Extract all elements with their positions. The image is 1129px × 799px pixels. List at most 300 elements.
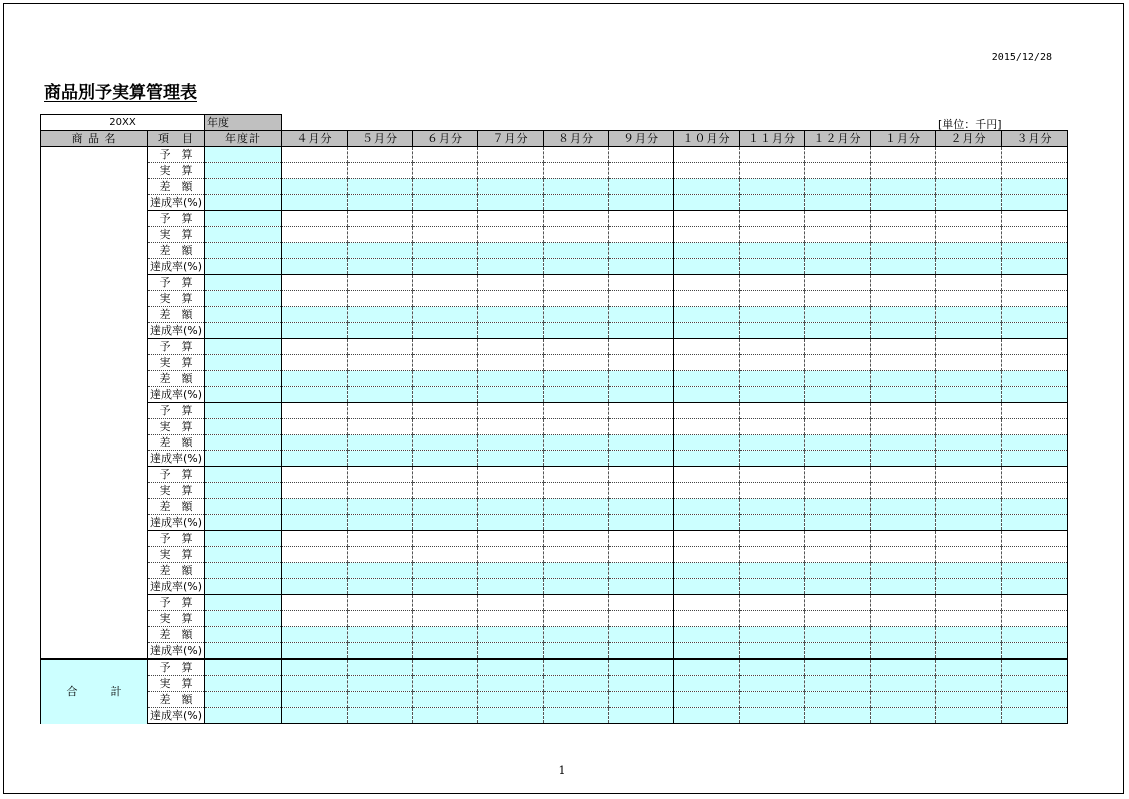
month-cell[interactable] (936, 307, 1002, 323)
month-cell[interactable] (609, 259, 674, 275)
month-cell[interactable] (1002, 403, 1068, 419)
month-cell[interactable] (1002, 355, 1068, 371)
month-cell[interactable] (609, 547, 674, 563)
month-cell[interactable] (413, 643, 478, 660)
month-cell[interactable] (936, 595, 1002, 611)
month-cell[interactable] (282, 371, 348, 387)
month-cell[interactable] (282, 483, 348, 499)
month-cell[interactable] (936, 227, 1002, 243)
month-cell[interactable] (413, 291, 478, 307)
annual-total-cell[interactable] (205, 579, 282, 595)
month-cell[interactable] (936, 676, 1002, 692)
month-cell[interactable] (348, 323, 413, 339)
month-cell[interactable] (674, 339, 740, 355)
month-cell[interactable] (871, 579, 936, 595)
annual-total-cell[interactable] (205, 451, 282, 467)
month-cell[interactable] (1002, 531, 1068, 547)
month-cell[interactable] (805, 355, 871, 371)
month-cell[interactable] (936, 659, 1002, 676)
month-cell[interactable] (478, 419, 544, 435)
month-cell[interactable] (1002, 147, 1068, 163)
month-cell[interactable] (740, 211, 805, 227)
month-cell[interactable] (348, 275, 413, 291)
annual-total-cell[interactable] (205, 515, 282, 531)
month-cell[interactable] (674, 291, 740, 307)
month-cell[interactable] (609, 339, 674, 355)
month-cell[interactable] (544, 259, 609, 275)
month-cell[interactable] (1002, 563, 1068, 579)
month-cell[interactable] (544, 692, 609, 708)
month-cell[interactable] (674, 163, 740, 179)
month-cell[interactable] (478, 307, 544, 323)
month-cell[interactable] (674, 243, 740, 259)
month-cell[interactable] (544, 163, 609, 179)
month-cell[interactable] (282, 195, 348, 211)
month-cell[interactable] (740, 467, 805, 483)
month-cell[interactable] (282, 708, 348, 724)
month-cell[interactable] (413, 515, 478, 531)
month-cell[interactable] (936, 243, 1002, 259)
month-cell[interactable] (282, 547, 348, 563)
month-cell[interactable] (1002, 451, 1068, 467)
annual-total-cell[interactable] (205, 467, 282, 483)
month-cell[interactable] (609, 595, 674, 611)
month-cell[interactable] (1002, 435, 1068, 451)
month-cell[interactable] (348, 643, 413, 660)
month-cell[interactable] (871, 147, 936, 163)
month-cell[interactable] (348, 659, 413, 676)
annual-total-cell[interactable] (205, 355, 282, 371)
month-cell[interactable] (413, 387, 478, 403)
month-cell[interactable] (805, 211, 871, 227)
month-cell[interactable] (674, 323, 740, 339)
month-cell[interactable] (478, 515, 544, 531)
month-cell[interactable] (348, 211, 413, 227)
annual-total-cell[interactable] (205, 147, 282, 163)
product-name-cell[interactable] (41, 467, 148, 531)
month-cell[interactable] (871, 307, 936, 323)
month-cell[interactable] (478, 659, 544, 676)
month-cell[interactable] (544, 579, 609, 595)
month-cell[interactable] (674, 435, 740, 451)
month-cell[interactable] (413, 467, 478, 483)
month-cell[interactable] (478, 339, 544, 355)
month-cell[interactable] (609, 708, 674, 724)
month-cell[interactable] (282, 451, 348, 467)
month-cell[interactable] (478, 259, 544, 275)
month-cell[interactable] (609, 451, 674, 467)
month-cell[interactable] (674, 195, 740, 211)
month-cell[interactable] (674, 179, 740, 195)
month-cell[interactable] (544, 291, 609, 307)
month-cell[interactable] (282, 643, 348, 660)
month-cell[interactable] (871, 291, 936, 307)
annual-total-cell[interactable] (205, 323, 282, 339)
month-cell[interactable] (740, 451, 805, 467)
annual-total-cell[interactable] (205, 179, 282, 195)
month-cell[interactable] (1002, 499, 1068, 515)
month-cell[interactable] (674, 419, 740, 435)
annual-total-cell[interactable] (205, 563, 282, 579)
month-cell[interactable] (740, 435, 805, 451)
month-cell[interactable] (609, 275, 674, 291)
month-cell[interactable] (871, 227, 936, 243)
product-name-cell[interactable] (41, 147, 148, 211)
month-cell[interactable] (478, 227, 544, 243)
month-cell[interactable] (1002, 387, 1068, 403)
month-cell[interactable] (936, 579, 1002, 595)
month-cell[interactable] (348, 467, 413, 483)
month-cell[interactable] (1002, 579, 1068, 595)
month-cell[interactable] (805, 339, 871, 355)
month-cell[interactable] (413, 163, 478, 179)
month-cell[interactable] (871, 339, 936, 355)
month-cell[interactable] (871, 243, 936, 259)
month-cell[interactable] (544, 227, 609, 243)
month-cell[interactable] (936, 195, 1002, 211)
month-cell[interactable] (478, 531, 544, 547)
month-cell[interactable] (674, 627, 740, 643)
month-cell[interactable] (936, 259, 1002, 275)
month-cell[interactable] (282, 163, 348, 179)
month-cell[interactable] (478, 323, 544, 339)
month-cell[interactable] (348, 387, 413, 403)
month-cell[interactable] (740, 259, 805, 275)
month-cell[interactable] (674, 611, 740, 627)
month-cell[interactable] (413, 355, 478, 371)
month-cell[interactable] (478, 547, 544, 563)
month-cell[interactable] (805, 371, 871, 387)
month-cell[interactable] (871, 515, 936, 531)
month-cell[interactable] (609, 611, 674, 627)
month-cell[interactable] (1002, 547, 1068, 563)
month-cell[interactable] (674, 371, 740, 387)
month-cell[interactable] (1002, 323, 1068, 339)
month-cell[interactable] (544, 307, 609, 323)
month-cell[interactable] (674, 483, 740, 499)
month-cell[interactable] (740, 547, 805, 563)
month-cell[interactable] (1002, 259, 1068, 275)
annual-total-cell[interactable] (205, 211, 282, 227)
month-cell[interactable] (805, 547, 871, 563)
month-cell[interactable] (609, 692, 674, 708)
month-cell[interactable] (478, 676, 544, 692)
month-cell[interactable] (1002, 643, 1068, 660)
month-cell[interactable] (1002, 371, 1068, 387)
month-cell[interactable] (674, 211, 740, 227)
month-cell[interactable] (478, 563, 544, 579)
month-cell[interactable] (609, 355, 674, 371)
month-cell[interactable] (544, 371, 609, 387)
month-cell[interactable] (936, 563, 1002, 579)
month-cell[interactable] (282, 419, 348, 435)
month-cell[interactable] (674, 355, 740, 371)
month-cell[interactable] (805, 307, 871, 323)
month-cell[interactable] (1002, 692, 1068, 708)
month-cell[interactable] (805, 531, 871, 547)
month-cell[interactable] (871, 595, 936, 611)
month-cell[interactable] (805, 403, 871, 419)
month-cell[interactable] (282, 627, 348, 643)
month-cell[interactable] (740, 611, 805, 627)
month-cell[interactable] (609, 403, 674, 419)
month-cell[interactable] (478, 595, 544, 611)
month-cell[interactable] (282, 692, 348, 708)
month-cell[interactable] (478, 243, 544, 259)
month-cell[interactable] (478, 211, 544, 227)
month-cell[interactable] (413, 595, 478, 611)
month-cell[interactable] (282, 531, 348, 547)
month-cell[interactable] (805, 179, 871, 195)
month-cell[interactable] (348, 307, 413, 323)
month-cell[interactable] (740, 708, 805, 724)
month-cell[interactable] (740, 179, 805, 195)
month-cell[interactable] (740, 515, 805, 531)
month-cell[interactable] (936, 547, 1002, 563)
month-cell[interactable] (282, 387, 348, 403)
product-name-cell[interactable] (41, 403, 148, 467)
month-cell[interactable] (348, 163, 413, 179)
month-cell[interactable] (805, 451, 871, 467)
month-cell[interactable] (282, 339, 348, 355)
month-cell[interactable] (936, 708, 1002, 724)
month-cell[interactable] (609, 435, 674, 451)
month-cell[interactable] (282, 563, 348, 579)
annual-total-cell[interactable] (205, 531, 282, 547)
month-cell[interactable] (413, 692, 478, 708)
month-cell[interactable] (871, 435, 936, 451)
month-cell[interactable] (805, 483, 871, 499)
annual-total-cell[interactable] (205, 611, 282, 627)
month-cell[interactable] (609, 563, 674, 579)
month-cell[interactable] (413, 403, 478, 419)
annual-total-cell[interactable] (205, 275, 282, 291)
month-cell[interactable] (674, 307, 740, 323)
month-cell[interactable] (478, 355, 544, 371)
month-cell[interactable] (478, 692, 544, 708)
month-cell[interactable] (740, 243, 805, 259)
month-cell[interactable] (544, 243, 609, 259)
month-cell[interactable] (282, 355, 348, 371)
month-cell[interactable] (674, 467, 740, 483)
month-cell[interactable] (871, 611, 936, 627)
month-cell[interactable] (674, 708, 740, 724)
annual-total-cell[interactable] (205, 163, 282, 179)
month-cell[interactable] (740, 147, 805, 163)
annual-total-cell[interactable] (205, 692, 282, 708)
month-cell[interactable] (936, 499, 1002, 515)
month-cell[interactable] (936, 211, 1002, 227)
month-cell[interactable] (413, 227, 478, 243)
month-cell[interactable] (1002, 627, 1068, 643)
month-cell[interactable] (674, 563, 740, 579)
month-cell[interactable] (674, 147, 740, 163)
month-cell[interactable] (282, 227, 348, 243)
month-cell[interactable] (348, 451, 413, 467)
month-cell[interactable] (740, 595, 805, 611)
month-cell[interactable] (805, 435, 871, 451)
month-cell[interactable] (413, 179, 478, 195)
month-cell[interactable] (478, 643, 544, 660)
month-cell[interactable] (871, 323, 936, 339)
month-cell[interactable] (936, 147, 1002, 163)
month-cell[interactable] (348, 419, 413, 435)
month-cell[interactable] (544, 435, 609, 451)
month-cell[interactable] (805, 643, 871, 660)
month-cell[interactable] (1002, 659, 1068, 676)
month-cell[interactable] (282, 211, 348, 227)
month-cell[interactable] (348, 708, 413, 724)
month-cell[interactable] (282, 659, 348, 676)
month-cell[interactable] (805, 659, 871, 676)
month-cell[interactable] (1002, 163, 1068, 179)
month-cell[interactable] (413, 611, 478, 627)
annual-total-cell[interactable] (205, 195, 282, 211)
month-cell[interactable] (740, 291, 805, 307)
month-cell[interactable] (1002, 676, 1068, 692)
month-cell[interactable] (674, 595, 740, 611)
month-cell[interactable] (674, 676, 740, 692)
month-cell[interactable] (609, 179, 674, 195)
month-cell[interactable] (1002, 339, 1068, 355)
month-cell[interactable] (740, 692, 805, 708)
month-cell[interactable] (478, 483, 544, 499)
month-cell[interactable] (348, 355, 413, 371)
month-cell[interactable] (936, 419, 1002, 435)
month-cell[interactable] (544, 323, 609, 339)
month-cell[interactable] (936, 515, 1002, 531)
month-cell[interactable] (609, 323, 674, 339)
month-cell[interactable] (805, 291, 871, 307)
product-name-cell[interactable] (41, 275, 148, 339)
month-cell[interactable] (1002, 515, 1068, 531)
month-cell[interactable] (609, 211, 674, 227)
month-cell[interactable] (805, 563, 871, 579)
month-cell[interactable] (740, 339, 805, 355)
month-cell[interactable] (348, 531, 413, 547)
month-cell[interactable] (740, 227, 805, 243)
month-cell[interactable] (478, 291, 544, 307)
month-cell[interactable] (413, 259, 478, 275)
month-cell[interactable] (478, 611, 544, 627)
month-cell[interactable] (544, 595, 609, 611)
month-cell[interactable] (674, 643, 740, 660)
annual-total-cell[interactable] (205, 547, 282, 563)
month-cell[interactable] (871, 387, 936, 403)
month-cell[interactable] (544, 451, 609, 467)
month-cell[interactable] (348, 179, 413, 195)
month-cell[interactable] (805, 467, 871, 483)
month-cell[interactable] (805, 259, 871, 275)
month-cell[interactable] (871, 259, 936, 275)
month-cell[interactable] (609, 387, 674, 403)
month-cell[interactable] (936, 339, 1002, 355)
month-cell[interactable] (936, 275, 1002, 291)
annual-total-cell[interactable] (205, 708, 282, 724)
annual-total-cell[interactable] (205, 403, 282, 419)
month-cell[interactable] (674, 387, 740, 403)
month-cell[interactable] (740, 579, 805, 595)
month-cell[interactable] (805, 611, 871, 627)
annual-total-cell[interactable] (205, 499, 282, 515)
month-cell[interactable] (282, 579, 348, 595)
month-cell[interactable] (871, 371, 936, 387)
month-cell[interactable] (413, 323, 478, 339)
month-cell[interactable] (544, 419, 609, 435)
month-cell[interactable] (544, 403, 609, 419)
month-cell[interactable] (740, 419, 805, 435)
month-cell[interactable] (282, 179, 348, 195)
month-cell[interactable] (936, 531, 1002, 547)
month-cell[interactable] (413, 547, 478, 563)
month-cell[interactable] (871, 643, 936, 660)
month-cell[interactable] (609, 467, 674, 483)
month-cell[interactable] (413, 483, 478, 499)
month-cell[interactable] (609, 147, 674, 163)
month-cell[interactable] (674, 659, 740, 676)
month-cell[interactable] (1002, 179, 1068, 195)
month-cell[interactable] (740, 563, 805, 579)
month-cell[interactable] (740, 531, 805, 547)
month-cell[interactable] (740, 659, 805, 676)
month-cell[interactable] (544, 275, 609, 291)
month-cell[interactable] (544, 611, 609, 627)
month-cell[interactable] (740, 387, 805, 403)
month-cell[interactable] (1002, 467, 1068, 483)
month-cell[interactable] (740, 643, 805, 660)
month-cell[interactable] (544, 339, 609, 355)
annual-total-cell[interactable] (205, 676, 282, 692)
month-cell[interactable] (413, 211, 478, 227)
month-cell[interactable] (348, 563, 413, 579)
month-cell[interactable] (1002, 307, 1068, 323)
month-cell[interactable] (805, 595, 871, 611)
product-name-cell[interactable] (41, 211, 148, 275)
month-cell[interactable] (871, 355, 936, 371)
month-cell[interactable] (871, 531, 936, 547)
month-cell[interactable] (805, 515, 871, 531)
annual-total-cell[interactable] (205, 339, 282, 355)
month-cell[interactable] (478, 435, 544, 451)
month-cell[interactable] (674, 531, 740, 547)
month-cell[interactable] (413, 371, 478, 387)
month-cell[interactable] (413, 563, 478, 579)
annual-total-cell[interactable] (205, 435, 282, 451)
month-cell[interactable] (348, 371, 413, 387)
month-cell[interactable] (805, 579, 871, 595)
month-cell[interactable] (544, 355, 609, 371)
annual-total-cell[interactable] (205, 259, 282, 275)
month-cell[interactable] (740, 323, 805, 339)
month-cell[interactable] (936, 179, 1002, 195)
month-cell[interactable] (282, 611, 348, 627)
month-cell[interactable] (348, 195, 413, 211)
month-cell[interactable] (413, 579, 478, 595)
month-cell[interactable] (936, 467, 1002, 483)
month-cell[interactable] (871, 676, 936, 692)
month-cell[interactable] (544, 659, 609, 676)
month-cell[interactable] (544, 676, 609, 692)
month-cell[interactable] (413, 676, 478, 692)
month-cell[interactable] (936, 627, 1002, 643)
month-cell[interactable] (1002, 211, 1068, 227)
month-cell[interactable] (348, 243, 413, 259)
month-cell[interactable] (609, 227, 674, 243)
month-cell[interactable] (740, 403, 805, 419)
month-cell[interactable] (478, 579, 544, 595)
annual-total-cell[interactable] (205, 227, 282, 243)
month-cell[interactable] (544, 563, 609, 579)
